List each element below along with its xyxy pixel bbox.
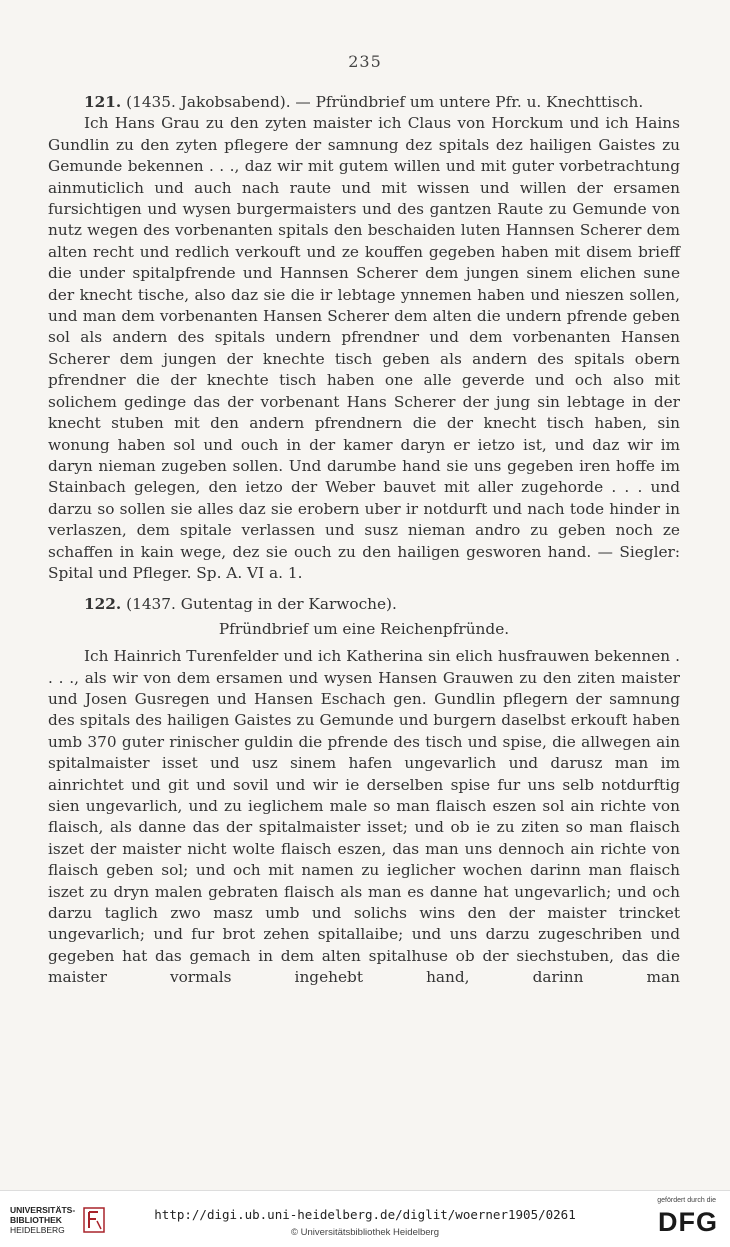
document-121-body: Ich Hans Grau zu den zyten maister ich Claus von Horckum und ich Hains Gundlin zu den zyten pflegere der samnung dez spitals dez hailigen Gaistes zu Gemunde bekennen . . ., daz wir mit gutem willen und mit guter vorbetrachtung ainmuticlich und auch nach raute und mit wissen und willen der ersamen fursichtigen und wysen burgermaisters und des gantzen Raute zu Gemunde von nutz wegen des vorbenanten spitals den beschaiden luten Hannsen Scherer dem alten recht und redlich verkouft und ze kouffen gegeben haben mit disem brieff die under spitalpfrende und Hannsen Scherer dem jungen sinem elichen sune der knecht tische, also daz sie die ir lebtage ynnemen haben und nieszen sollen, und man dem vorbenanten Hansen Scherer dem alten die undern pfrende geben sol als andern des spitals undern pfrendner und dem vorbenanten Hansen Scherer dem jungen der knechte tisch geben als andern des spitals obern pfrendner die der knechte tisch haben one alle geverde und och also mit solichem gedinge das der vorbenant Hans Scherer der jung sin lebtage in der knecht stuben mit den andern pfrendnern die der knecht tisch haben, sin wonung haben sol und ouch in der kamer daryn er ietzo ist, und daz wir im daryn nieman zugeben sollen. Und darumbe hand sie uns gegeben iren hoffe im Stainbach gelegen, den ietzo der Weber bauvet mit aller zugehorde . . . und darzu so sollen sie alles daz sie erobern uber ir notdurft und nach tode hinder in verlaszen, dem spitale verlassen und susz nieman andro zu geben noch ze schaffen in kain wege, dez sie ouch zu den hailigen gesworen hand. — Siegler: Spital und Pfleger. Sp. A. VI a. 1.	[48, 114, 680, 582]
page-number: 235	[348, 52, 382, 71]
permalink-url[interactable]: http://digi.ub.uni-heidelberg.de/diglit/woerner1905/0261	[154, 1207, 576, 1222]
funding-caption: gefördert durch die	[657, 1197, 716, 1204]
copyright-notice: © Universitätsbibliothek Heidelberg	[291, 1227, 439, 1238]
document-122-subheading: Pfründbrief um eine Reichenpfründe.	[218, 619, 510, 638]
page-text	[48, 92, 680, 989]
section-gap	[48, 584, 680, 594]
document-122-body: Ich Hainrich Turenfelder und ich Katherina sin elich husfrauwen bekennen . . . ., als wir von dem ersamen und wysen Hansen Grauwen zu den ziten maister und Josen Gusregen und Hansen Eschach gen. Gundlin pflegern der samnung des spitals des hailigen Gaistes zu Gemunde und burgern daselbst erkouft haben umb 370 guter rinischer guldin die pfrende des tisch und spise, die allwegen ain spitalmaister isset und usz sinem hafen ungevarlich und darusz man im ainrichtet und git und sovil und wir ie derselben spise fur uns selb notdurftig sien ungevarlich, und zu ieglichem male so man flaisch eszen sol ain richte von flaisch, als danne das der spitalmaister isset; und ob ie zu ziten so man flaisch iszet der maister nicht wolte flaisch eszen, das man uns dennoch ain richte von flaisch geben sol; und och mit namen zu ieglicher wochen darinn man flaisch iszet zu dryn malen gebraten flaisch als man es danne hat ungevarlich; und och darzu taglich zwo masz umb und solichs wins den der maister trincket ungevarlich; und fur brot zehen spitallaibe; und uns darzu zugeschriben und gegeben hat das gemach in dem alten spitalhuse ob der siechstuben, das die maister vormals ingehebt hand, darinn man	[48, 647, 680, 987]
document-122-heading	[48, 594, 680, 615]
viewer-footer	[0, 1190, 730, 1247]
library-name-line2: BIBLIOTHEK	[10, 1215, 62, 1225]
library-name-line3: HEIDELBERG	[10, 1225, 65, 1235]
dfg-logo[interactable]: DFG	[658, 1207, 718, 1237]
document-122-title: (1437. Gutentag in der Karwoche).	[121, 595, 397, 614]
document-121-number: 121.	[84, 93, 122, 111]
document-121-heading	[48, 92, 680, 113]
library-name-line1: UNIVERSITÄTS-	[10, 1205, 76, 1215]
document-121-title: (1435. Jakobsabend). — Pfründbrief um untere Pfr. u. Knechttisch.	[121, 93, 644, 111]
document-122-number: 122.	[84, 595, 122, 614]
